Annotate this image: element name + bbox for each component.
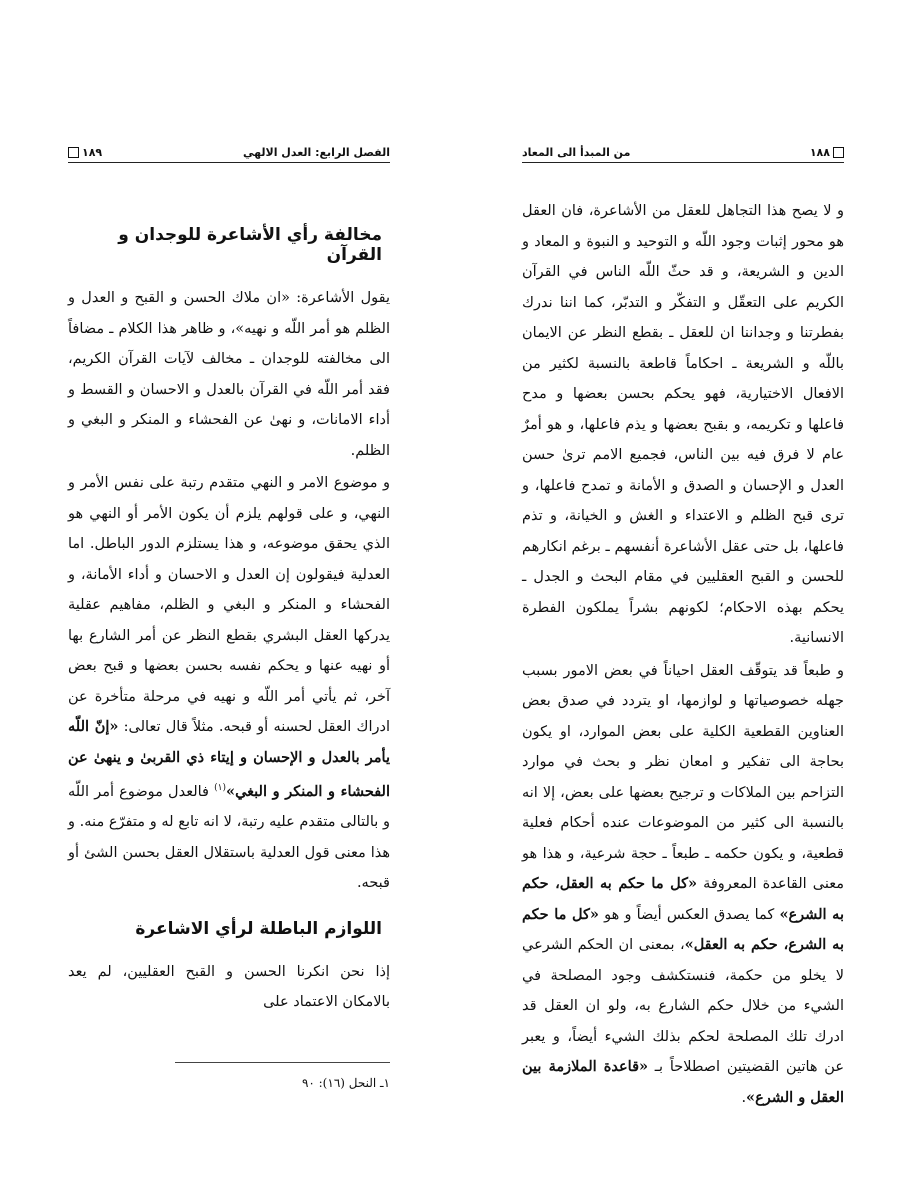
section-heading-contradiction: مخالفة رأي الأشاعرة للوجدان و القرآن <box>118 225 382 265</box>
right-page-number <box>810 146 844 159</box>
footnote: ١ـ النحل (١٦): ٩٠ <box>301 1076 390 1090</box>
paragraph: و لا يصح هذا التجاهل للعقل من الأشاعرة، فان العقل هو محور إثبات وجود اللّه و التوحيد و النبوة و المعاد و الدين و الشريعة، و قد حثّ اللّه الناس في القرآن الكريم على التعقّل و التفكّر و التدبّر، كما اننا ندرك بفطرتنا و وجداننا ان للعقل ـ بقطع النظر عن الايمان باللّه و الشريعة ـ احكاماً قاطعة بالنسبة لكثير من الافعال الاختيارية، فهو يحكم بحسن بعضها و مدح فاعلها و تكريمه، و بقبح بعضها و يذم فاعلها، و هو أمرٌ عام لا فرق فيه بين الناس، فجميع الامم ترىٰ حسن العدل و الإحسان و الصدق و الأمانة و تمدح فاعلها، و ترى قبح الظلم و الاعتداء و الغش و الخيانة، و تذم فاعلها، بل حتى عقل الأشاعرة أنفسهم ـ برغم انكارهم للحسن و القبح العقليين في مقام البحث و الجدل ـ يحكم بهذه الاحكام؛ لكونهم بشراً يملكون الفطرة الانسانية. <box>522 203 844 646</box>
page-marker-box-icon <box>833 147 844 158</box>
paragraph-text: فالعدل موضوع أمر اللّه و بالتالى متقدم عليه رتبة، لا انه تابع له و متفرّع منه. و هذا معنى قول العدلية باستقلال العقل بحسن الشئ أو قبحه. <box>68 783 390 892</box>
page-marker-box-icon <box>68 147 79 158</box>
chapter-title: الفصل الرابع: العدل الالهي <box>242 146 390 159</box>
paragraph-with-rules <box>522 656 844 1114</box>
paragraph-text: . <box>741 1089 747 1106</box>
section-heading-consequences: اللوازم الباطلة لرأي الاشاعرة <box>135 918 382 939</box>
left-page-content <box>68 205 390 1018</box>
rule-quote: «كل ما حكم به الشرع، حكم به العقل» <box>522 905 844 953</box>
paragraph-text: ، بمعنى ان الحكم الشرعي لا يخلو من حكمة، فنستكشف وجود المصلحة في الشيء من خلال حكم الشارع به، ولو ان العقل قد ادرك تلك المصلحة لحكم بذلك الشيء أيضاً، و يعبر عن هاتين القضيتين اصطلاحاً بـ <box>522 937 844 1075</box>
paragraph-text: و موضوع الامر و النهي متقدم رتبة على نفس الأمر و النهي، و على قولهم يلزم أن يكون الأمر أو النهي هو الذي يحقق موضوعه، و هذا يستلزم الدور الباطل. اما العدلية فيقولون إن العدل و الاحسان و أداء الأمانة، و الفحشاء و المنكر و البغي و الظلم، مفاهيم عقلية يدركها العقل البشري بقطع النظر عن أمر الشارع بها أو نهيه عنها و يحكم نفسه بحسن بعضها و قبح بعض آخر، ثم يأتي أمر اللّه و نهيه في مرحلة متأخرة عن ادراك العقل لحسنه أو قبحه. مثلاً قال تعالى: <box>68 475 390 735</box>
right-page-content <box>522 196 844 1113</box>
left-page-number <box>68 146 102 159</box>
paragraph-text: كما يصدق العكس أيضاً و هو <box>598 906 780 923</box>
rule-quote: «قاعدة الملازمة بين العقل و الشرع» <box>522 1058 844 1106</box>
paragraph: يقول الأشاعرة: «ان ملاك الحسن و القبح و العدل و الظلم هو أمر اللّه و نهيه»، و ظاهر هذا الكلام ـ مضافاً الى مخالفته للوجدان ـ مخالف لآيات القرآن الكريم، فقد أمر اللّه في القرآن بالعدل و الاحسان و القسط و أداء الامانات، و نهىٰ عن الفحشاء و المنكر و البغي و الظلم. <box>68 290 390 459</box>
right-page <box>450 0 900 1200</box>
paragraph: إذا نحن انكرنا الحسن و القبح العقليين، لم يعد بالامكان الاعتماد على <box>68 963 390 1011</box>
footnote-reference: (١) <box>214 783 227 793</box>
quran-quote: «إنّ اللّه يأمر بالعدل و الإحسان و إيتاء ذي القربىٰ و ينهىٰ عن الفحشاء و المنكر و البغي» <box>68 718 390 800</box>
paragraph-text: و طبعاً قد يتوقّف العقل احياناً في بعض الامور بسبب جهله خصوصياتها و لوازمها، او يتردد في صدق بعض العناوين القطعية الكلية على بعض الموارد، او يكون بحاجة الى تفكير و امعان نظر و بحث في موارد التزاحم بين الملاكات و ترجيح بعضها على بعض، إلا انه بالنسبة الى كثير من الموضوعات عنده أحكام فعلية قطعية، و يكون حكمه ـ طبعاً ـ حجة شرعية، و هذا هو معنى القاعدة المعروفة <box>522 662 844 892</box>
left-page-number-text: ١٨٩ <box>82 146 103 159</box>
footnote-divider <box>175 1062 390 1063</box>
left-running-head <box>68 137 390 163</box>
book-title: من المبدأ الى المعاد <box>522 146 631 159</box>
right-page-number-text: ١٨٨ <box>809 146 830 159</box>
paragraph-with-quote <box>68 468 390 899</box>
rule-quote: «كل ما حكم به العقل، حكم به الشرع» <box>522 875 844 923</box>
right-running-head <box>522 137 844 163</box>
